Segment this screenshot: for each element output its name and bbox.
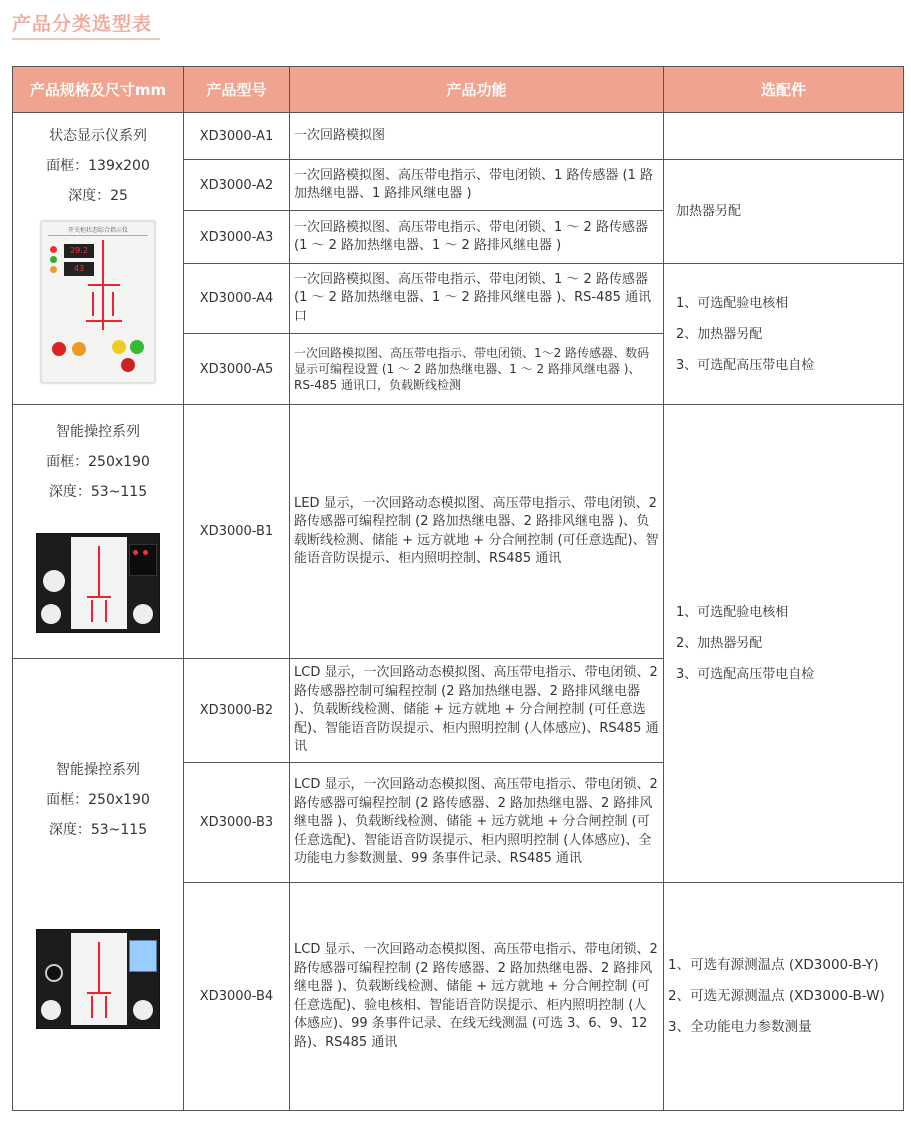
header-function: 产品功能 [290, 67, 664, 113]
header-model: 产品型号 [184, 67, 290, 113]
function-cell: 一次回路模拟图、高压带电指示、带电闭锁、1 ～ 2 路传感器 (1 ～ 2 路加热继电器、1 ～ 2 路排风继电器 )、RS-485 通讯口 [290, 264, 664, 334]
table-row [13, 113, 904, 160]
model-cell: XD3000-A3 [184, 211, 290, 264]
accessory-line: 3、可选配高压带电自检 [676, 667, 815, 682]
header-spec: 产品规格及尺寸mm [13, 67, 184, 113]
function-cell: 一次回路模拟图 [290, 113, 664, 160]
status-display-device-image: 开关柜状态综合指示仪 29.2 43 [41, 221, 155, 383]
function-cell: LED 显示，一次回路动态模拟图、高压带电指示、带电闭锁、2 路传感器可编程控制 (2 路加热继电器、2 路排风继电器 )、负载断线检测、储能 + 远方就地 + 分合闸控制 (可任意选配)、智能语音防误提示、柜内照明控制、RS485 通讯 [290, 405, 664, 659]
accessory-line: 3、全功能电力参数测量 [668, 1019, 812, 1035]
accessory-cell-empty [664, 113, 904, 160]
accessory-line: 2、可选无源测温点 (XD3000-B-W) [668, 988, 885, 1004]
depth-size: 深度：53~115 [48, 822, 148, 838]
accessory-line: 2、加热器另配 [676, 636, 763, 651]
function-cell: LCD 显示、一次回路动态模拟图、高压带电指示、带电闭锁、2 路传感器可编程控制 (2 路传感器、2 路加热继电器、2 路排风继电器 )、负载断线检测、储能 + 远方就地 + 分合闸控制 (可任意选配)、验电核相、智能语音防误提示、柜内照明控制 (人体感应)、99 条事件记录、在线无线测温 (可选 3、6、9、12 路)、RS485 通讯 [290, 883, 664, 1111]
accessory-cell [664, 264, 904, 405]
model-cell: XD3000-B2 [184, 659, 290, 763]
accessory-line: 2、加热器另配 [676, 326, 763, 342]
model-cell: XD3000-A4 [184, 264, 290, 334]
page-title: 产品分类选型表 [12, 13, 153, 35]
series-name: 智能操控系列 [56, 424, 140, 440]
model-cell: XD3000-B3 [184, 763, 290, 883]
accessory-line: 1、可选有源测温点 (XD3000-B-Y) [668, 957, 879, 973]
frame-size: 面框：139x200 [46, 158, 150, 174]
spec-cell-smart-series [13, 405, 184, 659]
frame-size: 面框：250x190 [46, 454, 150, 470]
table-row [13, 405, 904, 659]
frame-size: 面框：250x190 [46, 792, 150, 808]
accessory-cell [664, 883, 904, 1111]
header-accessories: 选配件 [664, 67, 904, 113]
series-name: 状态显示仪系列 [49, 128, 147, 144]
spec-cell-smart-lcd-series [13, 659, 184, 1111]
function-cell: 一次回路模拟图、高压带电指示、带电闭锁、1 路传感器 (1 路加热继电器、1 路排风继电器 ) [290, 160, 664, 211]
function-cell: LCD 显示，一次回路动态模拟图、高压带电指示、带电闭锁、2 路传感器控制可编程控制 (2 路加热继电器、2 路排风继电器 )、负载断线检测、储能 + 远方就地 + 分合闸控制 (可任意选配)、智能语音防误提示、柜内照明控制 (人体感应)、RS485 通讯 [290, 659, 664, 763]
model-cell: XD3000-A5 [184, 334, 290, 405]
function-cell: 一次回路模拟图、高压带电指示、带电闭锁、1～2 路传感器、数码显示可编程设置 (1 ～ 2 路加热继电器、1 ～ 2 路排风继电器 )、RS-485 通讯口，负载断线检测 [290, 334, 664, 405]
depth-size: 深度：25 [68, 188, 128, 204]
accessory-line: 3、可选配高压带电自检 [676, 357, 815, 373]
function-cell: LCD 显示，一次回路动态模拟图、高压带电指示、带电闭锁、2 路传感器可编程控制 (2 路传感器、2 路加热继电器、2 路排风继电器 )、负载断线检测、储能 + 远方就地 + 分合闸控制 (可任意选配)、智能语音防误提示、柜内照明控制 (人体感应)、全功能电力参数测量、99 条事件记录、RS485 通讯 [290, 763, 664, 883]
spec-cell-status-series [13, 113, 184, 405]
accessory-cell [664, 405, 904, 883]
accessory-cell [664, 160, 904, 264]
accessory-line: 加热器另配 [676, 204, 742, 219]
model-cell: XD3000-A2 [184, 160, 290, 211]
accessory-line: 1、可选配验电核相 [676, 295, 789, 311]
table-header-row [13, 67, 904, 113]
depth-size: 深度：53~115 [48, 484, 148, 500]
product-selection-table [12, 66, 904, 1111]
smart-control-device-image [36, 533, 160, 633]
title-underline [12, 38, 160, 40]
model-cell: XD3000-B1 [184, 405, 290, 659]
accessory-line: 1、可选配验电核相 [676, 605, 789, 620]
series-name: 智能操控系列 [56, 762, 140, 778]
function-cell: 一次回路模拟图、高压带电指示、带电闭锁、1 ～ 2 路传感器 (1 ～ 2 路加热继电器、1 ～ 2 路排风继电器 ) [290, 211, 664, 264]
smart-control-lcd-device-image [36, 929, 160, 1029]
model-cell: XD3000-A1 [184, 113, 290, 160]
model-cell: XD3000-B4 [184, 883, 290, 1111]
